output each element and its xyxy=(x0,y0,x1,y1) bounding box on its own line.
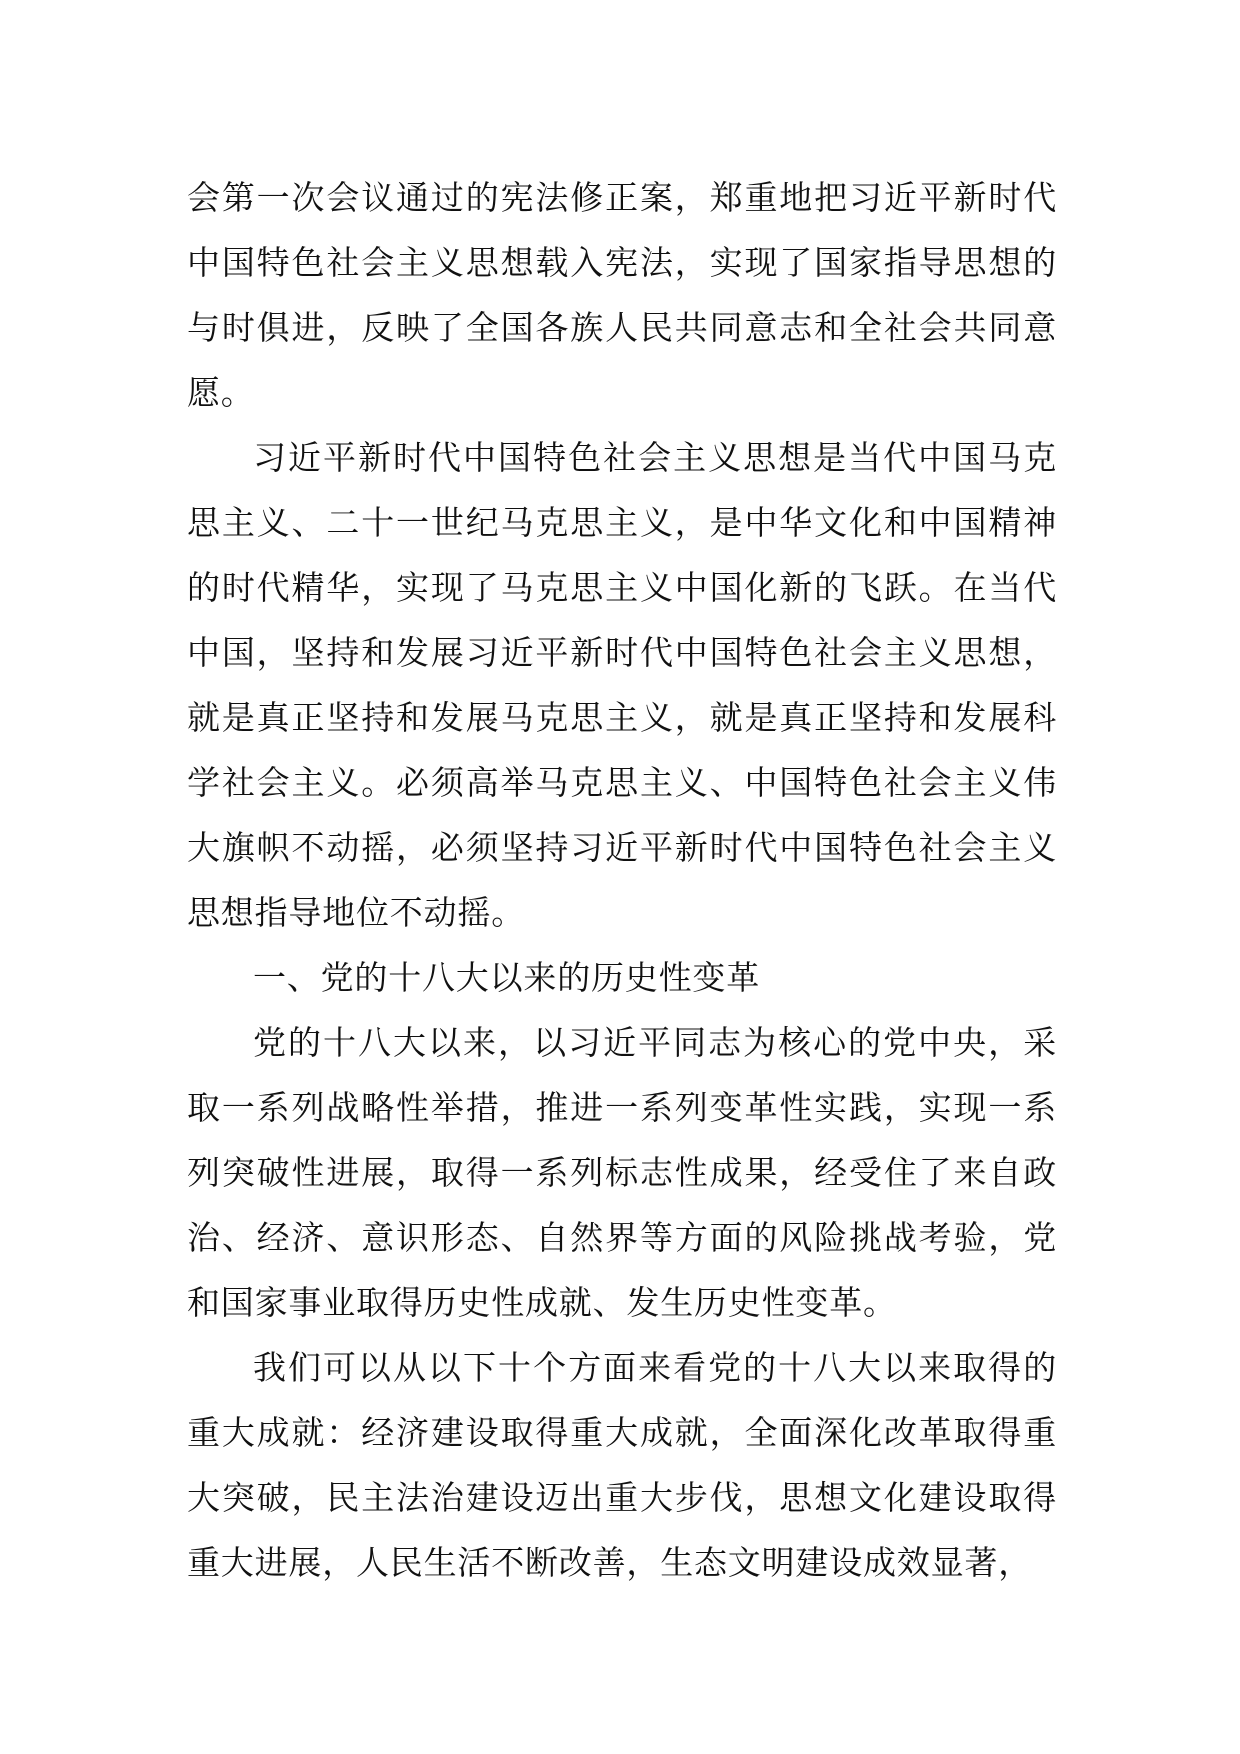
section-heading: 一、党的十八大以来的历史性变革 xyxy=(253,958,760,997)
paragraph-thought-significance: 习近平新时代中国特色社会主义思想是当代中国马克思主义、二十一世纪马克思主义，是中华文化和中国精神的时代精华，实现了马克思主义中国化新的飞跃。在当代中国，坚持和发展习近平新时代中国特色社会主义思想，就是真正坚持和发展马克思主义，就是真正坚持和发展科学社会主义。必须高举马克思主义、中国特色社会主义伟大旗帜不动摇，必须坚持习近平新时代中国特色社会主义思想指导地位不动摇。 xyxy=(187,438,1057,932)
paragraph-historic-changes: 党的十八大以来，以习近平同志为核心的党中央，采取一系列战略性举措，推进一系列变革性实践，实现一系列突破性进展，取得一系列标志性成果，经受住了来自政治、经济、意识形态、自然界等方面的风险挑战考验，党和国家事业取得历史性成就、发生历史性变革。 xyxy=(187,1023,1057,1322)
document-body xyxy=(187,165,1057,1595)
paragraph-continuation: 会第一次会议通过的宪法修正案，郑重地把习近平新时代中国特色社会主义思想载入宪法，实现了国家指导思想的与时俱进，反映了全国各族人民共同意志和全社会共同意愿。 xyxy=(187,178,1057,412)
paragraph-ten-achievements: 我们可以从以下十个方面来看党的十八大以来取得的重大成就：经济建设取得重大成就，全面深化改革取得重大突破，民主法治建设迈出重大步伐，思想文化建设取得重大进展，人民生活不断改善，生态文明建设成效显著， xyxy=(187,1348,1057,1582)
